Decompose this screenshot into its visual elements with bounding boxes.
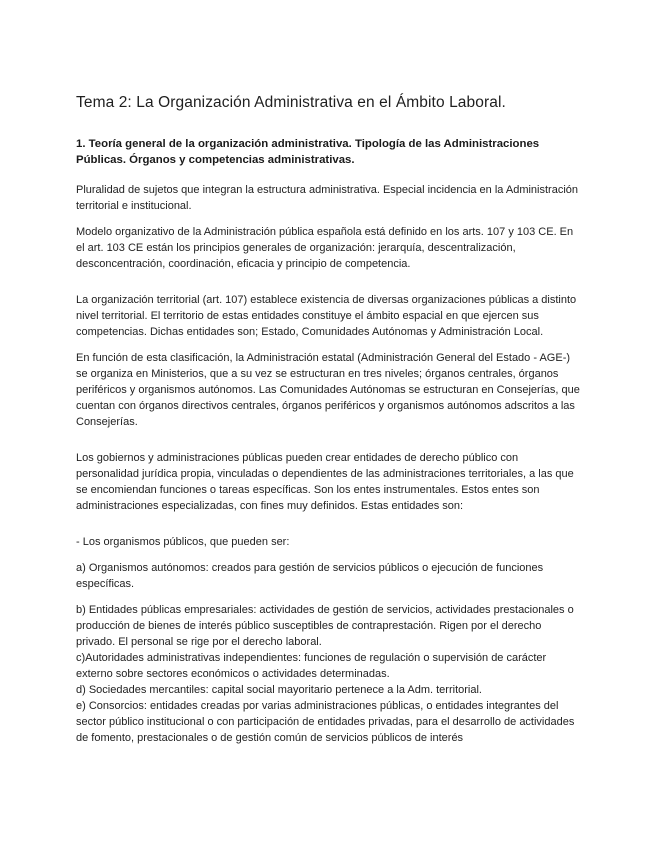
document-title: Tema 2: La Organización Administrativa en el Ámbito Laboral. (76, 94, 506, 111)
list-item: d) Sociedades mercantiles: capital social mayoritario pertenece a la Adm. territorial. (76, 684, 482, 696)
list-item: c)Autoridades administrativas independientes: funciones de regulación o supervisión de carácter externo sobre sectores económicos o actividades determinadas. (76, 652, 547, 680)
paragraph: La organización territorial (art. 107) establece existencia de diversas organizaciones públicas a distinto nivel territorial. El territorio de estas entidades constituye el ámbito espacial en que ejercen sus competencias. Dichas entidades son; Estado, Comunidades Autónomas y Administración Local. (76, 294, 577, 338)
list-item: b) Entidades públicas empresariales: actividades de gestión de servicios, actividades prestacionales o producción de bienes de interés público susceptibles de contraprestación. Rigen por el derecho privado. El personal se rige por el derecho laboral. (76, 604, 574, 648)
list-item: e) Consorcios: entidades creadas por varias administraciones públicas, o entidades integrantes del sector público institucional o con participación de entidades privadas, para el desarrollo de actividades de fomento, prestacionales o de gestión común de servicios públicos de interés (76, 700, 575, 744)
section-heading: 1. Teoría general de la organización administrativa. Tipología de las Administraciones Públicas. Órganos y competencias administrativas. (76, 138, 540, 166)
paragraph: Los gobiernos y administraciones públicas pueden crear entidades de derecho público con personalidad jurídica propia, vinculadas o dependientes de las administraciones territoriales, a las que se encomiendan funciones o tareas específicas. Son los entes instrumentales. Estos entes son administraciones especializadas, con fines muy definidos. Estas entidades son: (76, 452, 574, 512)
document-body (76, 94, 582, 746)
paragraph: - Los organismos públicos, que pueden ser: (76, 536, 290, 548)
paragraph: a) Organismos autónomos: creados para gestión de servicios públicos o ejecución de funciones específicas. (76, 562, 544, 590)
paragraph: Pluralidad de sujetos que integran la estructura administrativa. Especial incidencia en la Administración territorial e institucional. (76, 184, 578, 212)
paragraph: Modelo organizativo de la Administración pública española está definido en los arts. 107 y 103 CE. En el art. 103 CE están los principios generales de organización: jerarquía, descentralización, desconcentración, coordinación, eficacia y principio de competencia. (76, 226, 574, 270)
paragraph: En función de esta clasificación, la Administración estatal (Administración General del Estado - AGE-) se organiza en Ministerios, que a su vez se estructuran en tres niveles; órganos centrales, órganos periféricos y organismos autónomos. Las Comunidades Autónomas se estructuran en Consejerías, que cuentan con órganos directivos centrales, órganos periféricos y organismos autónomos adscritos a las Consejerías. (76, 352, 580, 428)
